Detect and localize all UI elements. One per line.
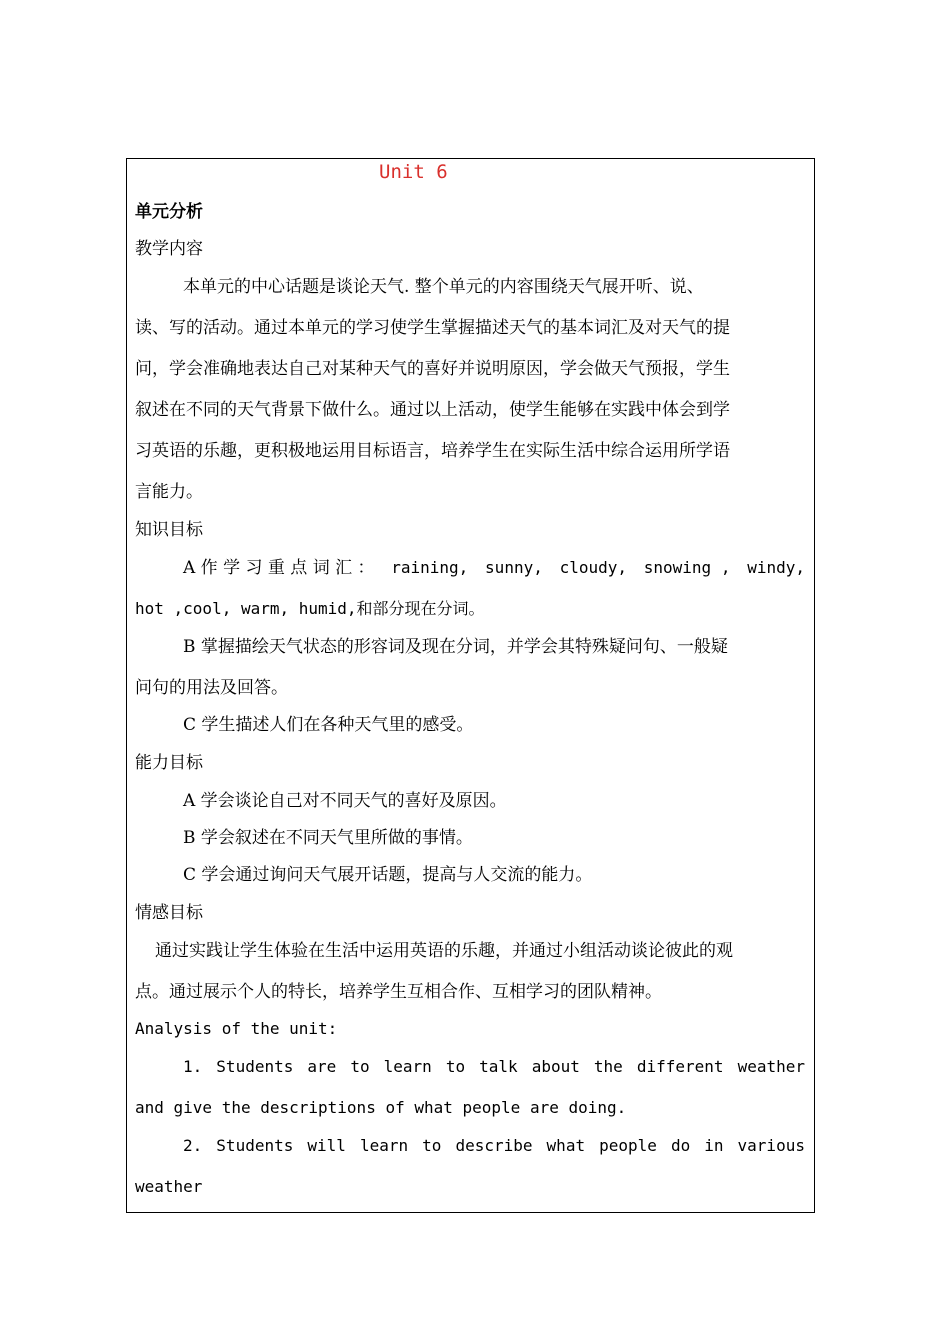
knowledge-a-word: A 作 学 习 重 点 词 汇 ： (183, 558, 375, 578)
analysis-word: are (307, 1057, 337, 1076)
analysis-word: to (422, 1136, 442, 1155)
analysis-word: learn (383, 1057, 432, 1076)
analysis-item-1-line-1 (183, 1056, 805, 1078)
analysis-word: talk (479, 1057, 518, 1076)
emotion-line-1: 通过实践让学生体验在生活中运用英语的乐趣，并通过小组活动谈论彼此的观 (155, 941, 733, 961)
analysis-word: what (546, 1136, 586, 1155)
analysis-word: 2. (183, 1136, 203, 1155)
analysis-label: Analysis of the unit: (135, 1019, 338, 1038)
emotion-label: 情感目标 (135, 903, 203, 923)
knowledge-a-word: snowing , (643, 558, 731, 577)
knowledge-a-word: sunny, (485, 558, 543, 577)
analysis-word: Students (216, 1057, 294, 1076)
content-line-5: 习英语的乐趣，更积极地运用目标语言，培养学生在实际生活中综合运用所学语 (135, 441, 730, 461)
analysis-item-1-line-2: and give the descriptions of what people are doing. (135, 1098, 627, 1117)
content-line-4: 叙述在不同的天气背景下做什么。通过以上活动，使学生能够在实践中体会到学 (135, 400, 730, 420)
analysis-word: about (531, 1057, 580, 1076)
analysis-word: to (350, 1057, 370, 1076)
section-heading: 单元分析 (135, 202, 203, 222)
analysis-word: people (599, 1136, 657, 1155)
knowledge-a-word: windy, (747, 558, 805, 577)
analysis-word: to (445, 1057, 466, 1076)
analysis-word: describe (455, 1136, 533, 1155)
knowledge-b-line-2: 问句的用法及回答。 (135, 678, 288, 698)
analysis-word: will (307, 1136, 346, 1155)
knowledge-b-line-1: B 掌握描绘天气状态的形容词及现在分词，并学会其特殊疑问句、一般疑 (183, 637, 728, 657)
knowledge-a-line-1 (183, 557, 805, 579)
content-line-6: 言能力。 (135, 482, 203, 502)
analysis-word: in (704, 1136, 724, 1155)
knowledge-a-word: cloudy, (559, 558, 628, 577)
analysis-word: various (737, 1136, 805, 1155)
analysis-word: the (593, 1057, 623, 1076)
analysis-word: Students (216, 1136, 294, 1155)
analysis-word: different (636, 1057, 724, 1076)
content-line-3: 问，学会准确地表达自己对某种天气的喜好并说明原因，学会做天气预报，学生 (135, 359, 730, 379)
ability-b-line: B 学会叙述在不同天气里所做的事情。 (183, 828, 473, 848)
unit-title: Unit 6 (379, 161, 448, 183)
content-label: 教学内容 (135, 239, 203, 259)
ability-label: 能力目标 (135, 753, 203, 773)
analysis-word: do (670, 1136, 691, 1155)
knowledge-label: 知识目标 (135, 520, 203, 540)
analysis-word: learn (359, 1136, 409, 1155)
knowledge-a-line-2 (135, 598, 485, 620)
knowledge-c-line: C 学生描述人们在各种天气里的感受。 (183, 715, 474, 735)
knowledge-a-word: raining, (391, 558, 469, 577)
analysis-word: 1. (183, 1057, 203, 1076)
analysis-item-2-line-2: weather (135, 1177, 203, 1196)
content-line-1: 本单元的中心话题是谈论天气. 整个单元的内容围绕天气展开听、说、 (183, 277, 704, 297)
knowledge-a-text: hot ,cool, warm, humid,和部分现在分词。 (135, 599, 485, 618)
emotion-line-2: 点。通过展示个人的特长，培养学生互相合作、互相学习的团队精神。 (135, 982, 662, 1002)
analysis-item-2-line-1 (183, 1135, 805, 1157)
ability-c-line: C 学会通过询问天气展开话题，提高与人交流的能力。 (183, 865, 593, 885)
ability-a-line: A 学会谈论自己对不同天气的喜好及原因。 (183, 791, 507, 811)
analysis-word: weather (737, 1057, 805, 1076)
content-line-2: 读、写的活动。通过本单元的学习使学生掌握描述天气的基本词汇及对天气的提 (135, 318, 730, 338)
